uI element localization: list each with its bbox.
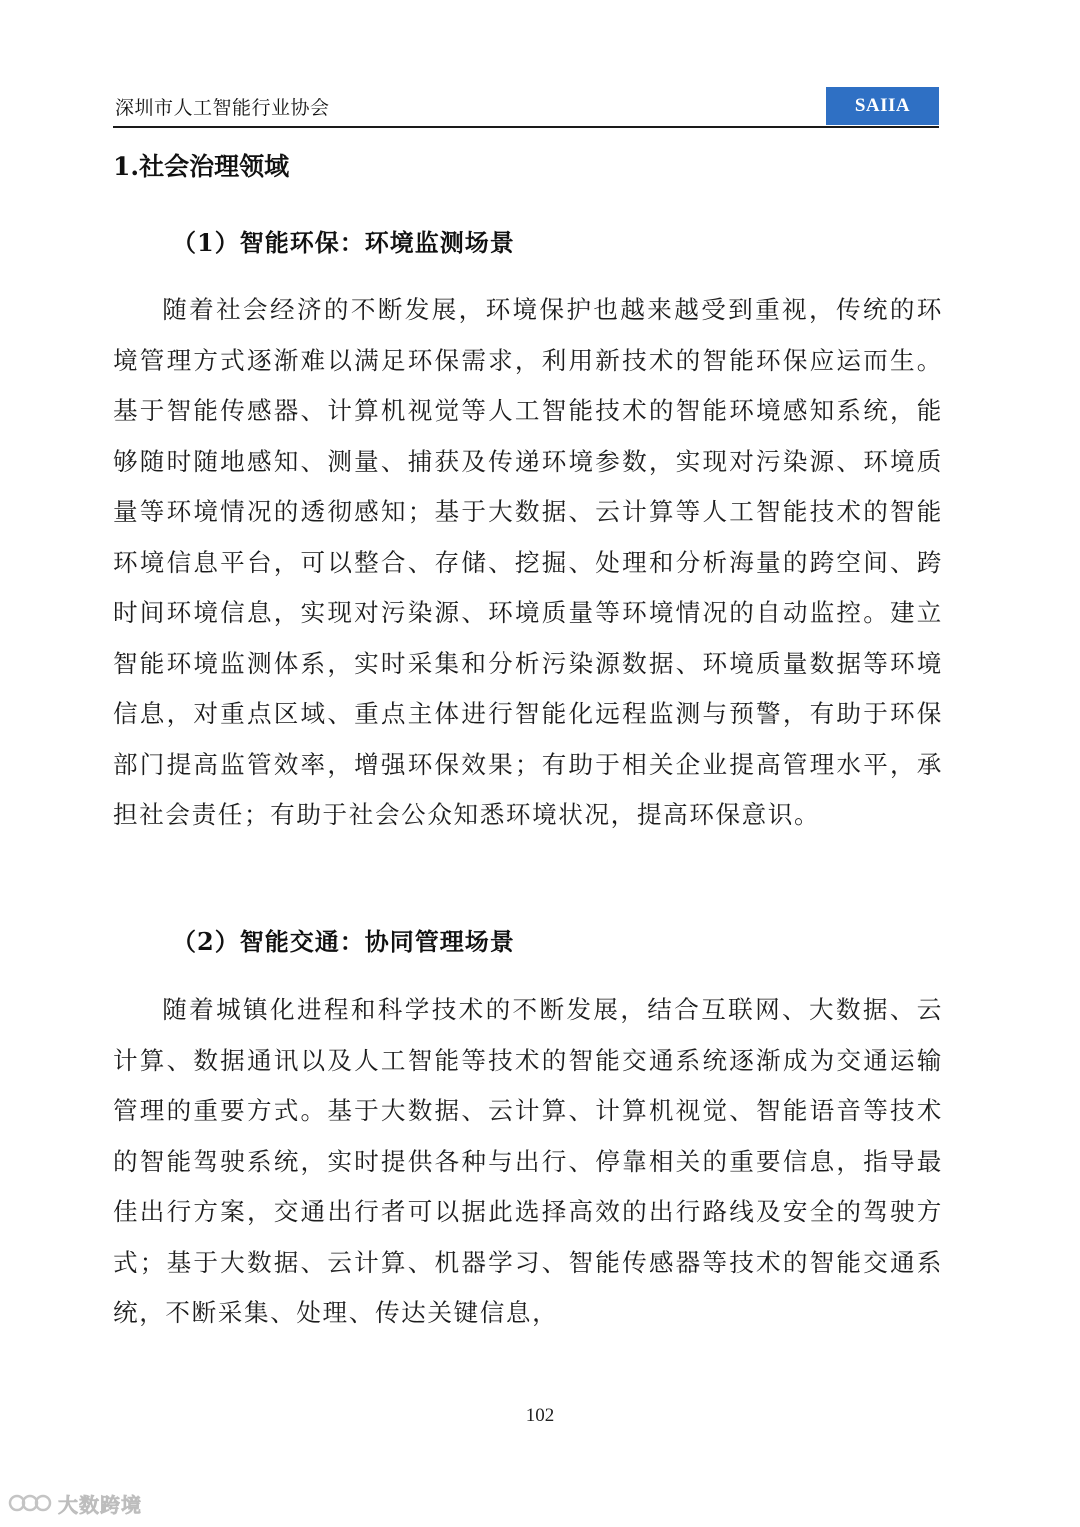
page-number: 102	[525, 1405, 555, 1426]
watermark	[8, 1488, 142, 1518]
subsection-heading-traffic: （2）智能交通：协同管理场景	[172, 927, 515, 956]
paragraph-environment: 随着社会经济的不断发展，环境保护也越来越受到重视，传统的环境管理方式逐渐难以满足环保需求，利用新技术的智能环保应运而生。基于智能传感器、计算机视觉等人工智能技术的智能环境感知系统，能够随时随地感知、测量、捕获及传递环境参数，实现对污染源、环境质量等环境情况的透彻感知；基于大数据、云计算等人工智能技术的智能环境信息平台，可以整合、存储、挖掘、处理和分析海量的跨空间、跨时间环境信息，实现对污染源、环境质量等环境情况的自动监控。建立智能环境监测体系，实时采集和分析污染源数据、环境质量数据等环境信息，对重点区域、重点主体进行智能化远程监测与预警，有助于环保部门提高监管效率，增强环保效果；有助于相关企业提高管理水平，承担社会责任；有助于社会公众知悉环境状况，提高环保意识。	[113, 295, 943, 829]
organization-name: 深圳市人工智能行业协会	[115, 97, 330, 119]
org-badge: SAIIA	[826, 87, 939, 125]
subsection-heading-environment: （1）智能环保：环境监测场景	[172, 228, 515, 257]
watermark-text: 大数跨境	[58, 1492, 142, 1517]
brand-logo-icon	[8, 1490, 54, 1516]
paragraph-traffic: 随着城镇化进程和科学技术的不断发展，结合互联网、大数据、云计算、数据通讯以及人工智能等技术的智能交通系统逐渐成为交通运输管理的重要方式。基于大数据、云计算、计算机视觉、智能语音等技术的智能驾驶系统，实时提供各种与出行、停靠相关的重要信息，指导最佳出行方案，交通出行者可以据此选择高效的出行路线及安全的驾驶方式；基于大数据、云计算、机器学习、智能传感器等技术的智能交通系统，不断采集、处理、传达关键信息，	[113, 995, 943, 1327]
page-header	[113, 86, 939, 128]
section-title: 1.社会治理领域	[113, 152, 290, 181]
